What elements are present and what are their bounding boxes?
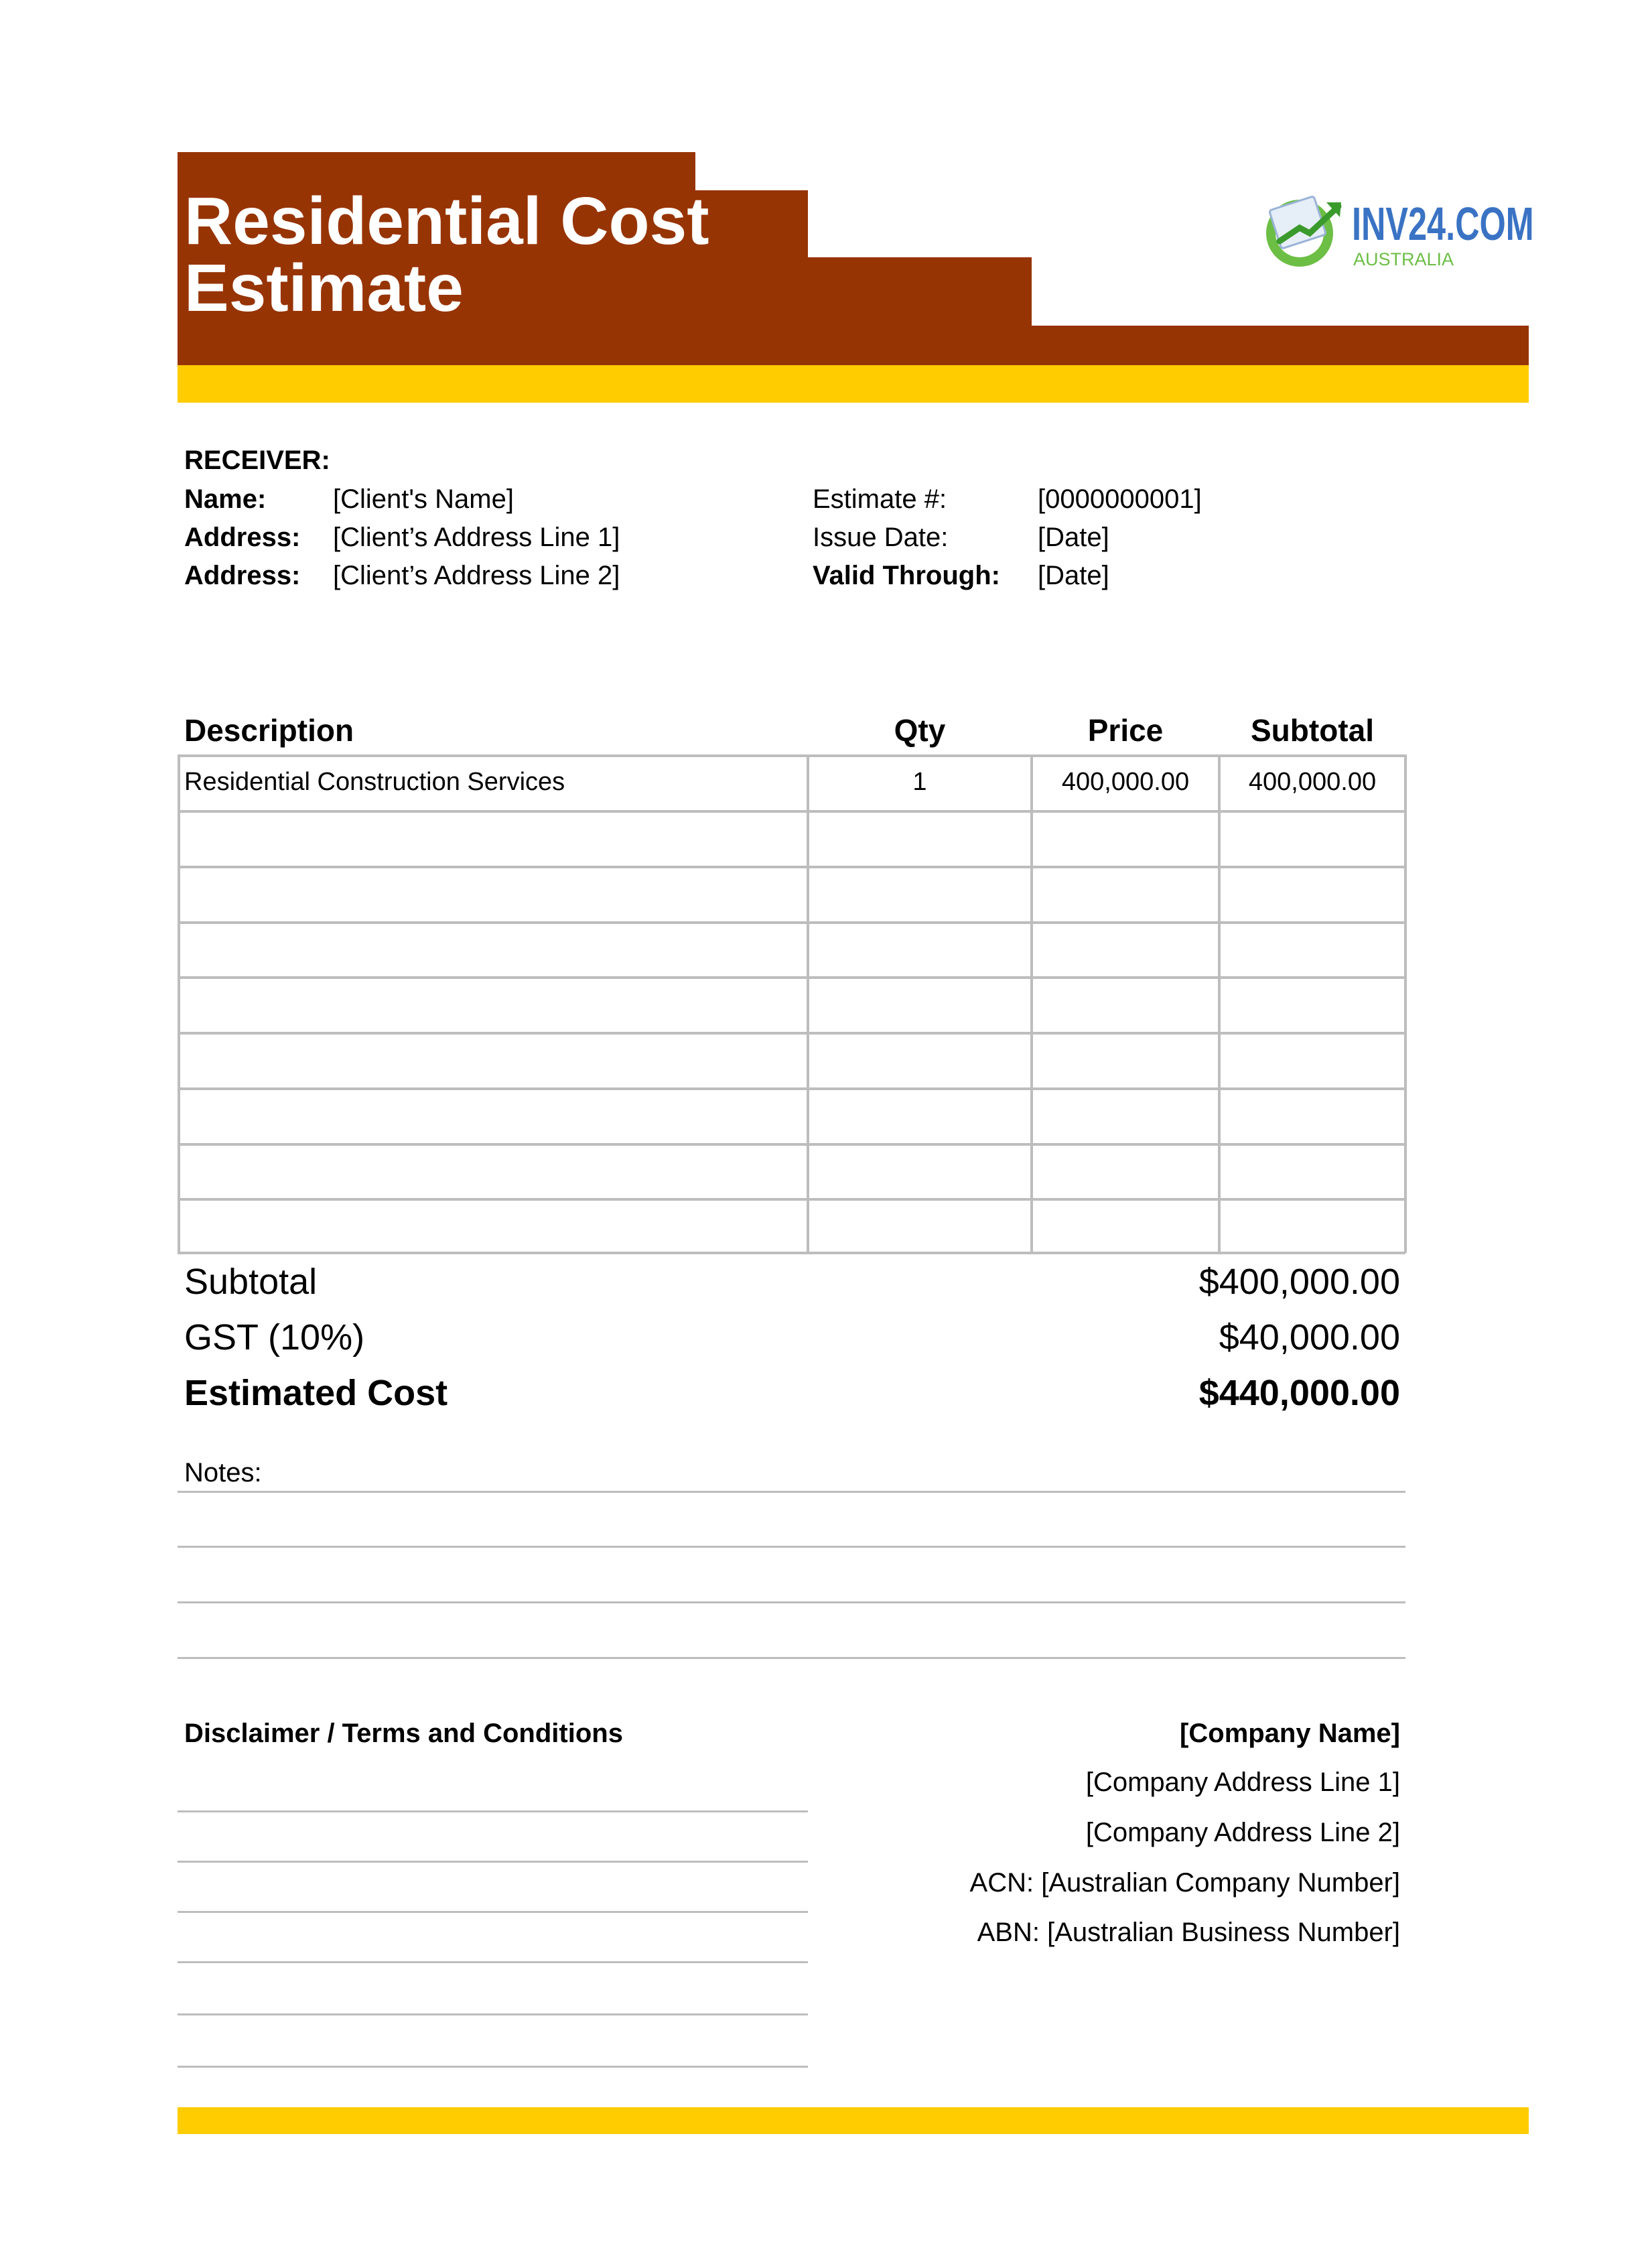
- table-rule: [178, 976, 1405, 979]
- page-title-line-1: Residential Cost: [184, 184, 709, 259]
- footer-yellow-stripe: [178, 2107, 1529, 2134]
- table-rule: [178, 754, 1405, 757]
- notes-label: Notes:: [184, 1458, 262, 1487]
- issue-date-value: [Date]: [1038, 523, 1109, 552]
- table-rule: [178, 1032, 1405, 1035]
- header-band-step-2: [695, 190, 808, 365]
- logo-text: INV24.COM: [1352, 198, 1534, 250]
- notes-line: [178, 1657, 1405, 1659]
- valid-through-label: Valid Through:: [813, 561, 1000, 590]
- logo-subtext: AUSTRALIA: [1353, 249, 1454, 269]
- notes-line: [178, 1491, 1405, 1493]
- table-col-rule: [1030, 754, 1033, 1253]
- table-rule: [178, 866, 1405, 868]
- receiver-address2-value: [Client’s Address Line 2]: [333, 561, 620, 590]
- estimate-number-value: [0000000001]: [1038, 484, 1202, 514]
- disclaimer-line: [178, 1911, 808, 1913]
- notes-line: [178, 1601, 1405, 1603]
- table-rule: [178, 921, 1405, 924]
- subtotal-label: Subtotal: [184, 1262, 318, 1302]
- estimate-number-label: [813, 484, 947, 515]
- item-qty: 1: [912, 768, 927, 796]
- table-rule: [178, 1087, 1405, 1090]
- logo-icon: [1259, 188, 1353, 275]
- receiver-name-label: Name:: [184, 484, 267, 514]
- table-col-rule: [1218, 754, 1221, 1253]
- item-price: 400,000.00: [1061, 768, 1190, 796]
- subtotal-value: $400,000.00: [1198, 1262, 1400, 1302]
- disclaimer-line: [178, 1810, 808, 1812]
- col-header-qty: Qty: [894, 713, 946, 748]
- estimated-cost-label: Estimated Cost: [184, 1373, 448, 1413]
- company-abn: ABN: [Australian Business Number]: [977, 1918, 1400, 1947]
- disclaimer-line: [178, 2013, 808, 2015]
- disclaimer-line: [178, 1961, 808, 1963]
- company-name: [Company Name]: [1180, 1719, 1400, 1748]
- header-yellow-stripe: [178, 365, 1529, 403]
- table-rule: [178, 1143, 1405, 1146]
- col-header-price: Price: [1087, 713, 1164, 748]
- gst-label: GST (10%): [184, 1317, 365, 1357]
- receiver-name-value: [Client's Name]: [333, 484, 514, 514]
- disclaimer-line: [178, 1861, 808, 1863]
- gst-value: $40,000.00: [1219, 1317, 1400, 1357]
- table-rule: [178, 1252, 1405, 1254]
- logo: [1259, 188, 1534, 275]
- notes-line: [178, 1546, 1405, 1548]
- table-rule: [178, 810, 1405, 813]
- page-title-line-2: Estimate: [184, 251, 464, 326]
- disclaimer-line: [178, 2066, 808, 2068]
- issue-date-label: Issue Date:: [813, 523, 949, 552]
- header-band-step-4: [1032, 326, 1529, 365]
- col-header-subtotal: Subtotal: [1251, 713, 1374, 748]
- company-address-1: [Company Address Line 1]: [1085, 1768, 1400, 1797]
- disclaimer-heading: Disclaimer / Terms and Conditions: [184, 1719, 623, 1748]
- table-col-rule: [1404, 754, 1407, 1253]
- col-header-description: Description: [184, 713, 354, 748]
- company-acn: ACN: [Australian Company Number]: [969, 1868, 1400, 1898]
- estimated-cost-value: $440,000.00: [1198, 1373, 1400, 1413]
- item-subtotal: 400,000.00: [1248, 768, 1377, 796]
- table-col-rule: [178, 754, 180, 1253]
- table-rule: [178, 1198, 1405, 1201]
- page-title: [184, 184, 709, 326]
- receiver-address1-label: Address:: [184, 523, 301, 552]
- valid-through-value: [Date]: [1038, 561, 1109, 590]
- estimate-number-label-text: Estimate #:: [813, 484, 947, 514]
- table-col-rule: [807, 754, 809, 1253]
- receiver-address1-value: [Client’s Address Line 1]: [333, 523, 620, 552]
- header-band-step-3: [808, 257, 1032, 365]
- receiver-address2-label: Address:: [184, 561, 301, 590]
- company-address-2: [Company Address Line 2]: [1085, 1818, 1400, 1847]
- item-description: Residential Construction Services: [184, 768, 565, 796]
- receiver-heading: RECEIVER:: [184, 446, 330, 475]
